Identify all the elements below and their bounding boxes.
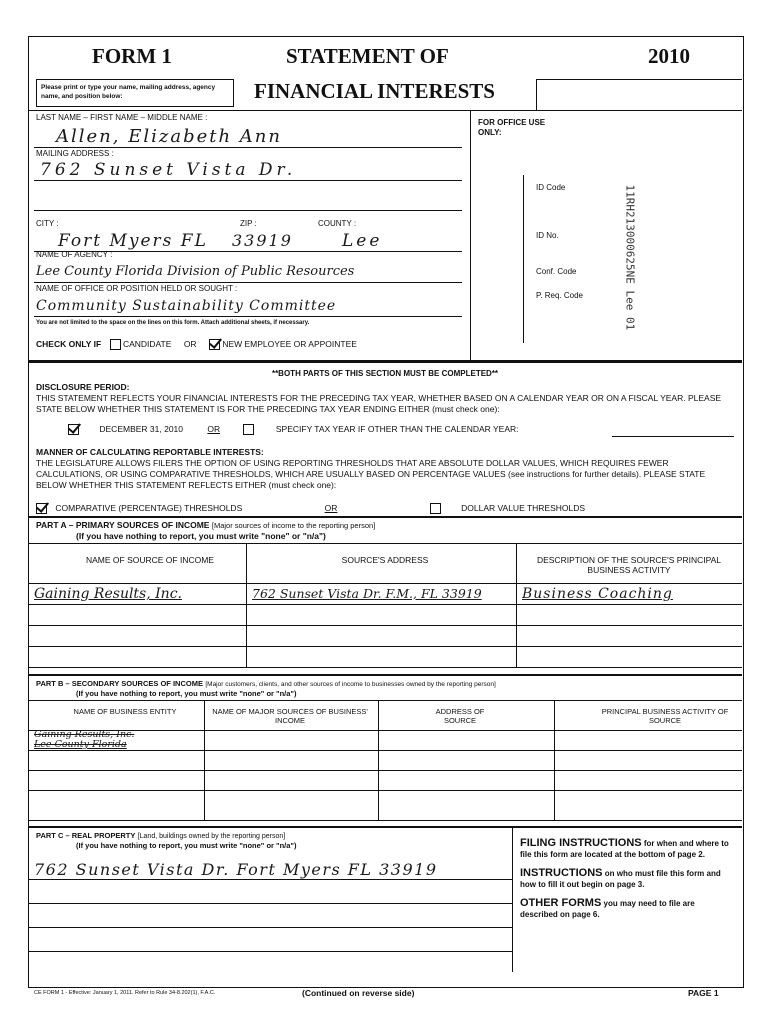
city-value[interactable]: Fort Myers FL <box>58 231 208 251</box>
p-req-code-label: P. Req. Code <box>536 291 583 300</box>
part-c-heading-row <box>36 830 285 840</box>
filing-instructions <box>520 838 734 860</box>
id-code-label: ID Code <box>536 183 566 192</box>
part-b-row-rule-2 <box>28 770 742 771</box>
manner-heading: MANNER OF CALCULATING REPORTABLE INTERESTS: <box>36 447 264 457</box>
part-b-col1 <box>204 700 205 820</box>
part-a-row1-name[interactable]: Gaining Results, Inc. <box>34 586 182 602</box>
address-value[interactable]: 762 Sunset Vista Dr. <box>40 160 297 180</box>
dec31-label: DECEMBER 31, 2010 <box>99 424 183 434</box>
disclosure-top-rule <box>28 360 742 363</box>
part-b-row-rule-3 <box>28 790 742 791</box>
city-label: CITY : <box>36 219 59 228</box>
footer-page: PAGE 1 <box>688 988 719 998</box>
agency-label: NAME OF AGENCY : <box>36 250 113 259</box>
part-a-col-name-header: NAME OF SOURCE OF INCOME <box>86 555 214 565</box>
instructions-title: INSTRUCTIONS <box>520 867 603 879</box>
space-note: You are not limited to the space on the lines on this form. Attach additional sheets, if necessary. <box>36 320 310 326</box>
part-a-row1-description[interactable]: Business Coaching <box>522 586 673 602</box>
part-b-row-rule-1 <box>28 750 742 751</box>
period-options <box>68 424 519 435</box>
period-heading: DISCLOSURE PERIOD: <box>36 382 130 392</box>
county-label: COUNTY : <box>318 219 357 228</box>
part-c-row-rule-4 <box>28 951 512 952</box>
status-checkboxes <box>36 339 357 350</box>
other-forms-text: you may need to file are described on page 6. <box>520 899 695 919</box>
name-label: LAST NAME – FIRST NAME – MIDDLE NAME : <box>36 113 208 122</box>
part-b-struck-entry-2: Lee County Florida <box>34 739 127 750</box>
part-a-row-rule-3 <box>28 646 742 647</box>
footer-center: (Continued on reverse side) <box>302 988 415 998</box>
part-c-subnote: (If you have nothing to report, you must write "none" or "n/a") <box>76 841 297 850</box>
new-employee-checkbox[interactable] <box>209 339 220 350</box>
period-or-label: OR <box>207 424 221 434</box>
filing-title: FILING INSTRUCTIONS <box>520 837 642 849</box>
part-b-heading-row <box>36 678 496 688</box>
part-b-heading: PART B – SECONDARY SOURCES OF INCOME <box>36 679 203 688</box>
zip-value[interactable]: 33919 <box>232 231 293 250</box>
name-line <box>34 147 462 148</box>
office-stamp: 11RH213000625NE Lee 01 <box>623 184 637 331</box>
part-b-row-rule-4 <box>28 820 742 821</box>
instructions-text: on who must file this form and how to fill it out begin on page 3. <box>520 869 721 889</box>
office-stamp-box-top <box>536 79 742 111</box>
print-note: Please print or type your name, mailing address, agency name, and position below: <box>41 84 216 100</box>
part-a-row-rule-2 <box>28 625 742 626</box>
part-a-heading-note: [Major sources of income to the reporting person] <box>211 521 376 530</box>
agency-value[interactable]: Lee County Florida Division of Public Resources <box>36 264 355 279</box>
new-employee-label: NEW EMPLOYEE OR APPOINTEE <box>222 339 357 349</box>
address-label: MAILING ADDRESS : <box>36 149 114 158</box>
form-year: 2010 <box>648 44 690 68</box>
address-line <box>34 180 462 181</box>
part-c-heading-note: [Land, buildings owned by the reporting person] <box>137 833 286 840</box>
address-line-2 <box>34 210 462 211</box>
identity-divider <box>470 110 471 360</box>
part-b-header-rule <box>28 730 742 731</box>
other-forms-title: OTHER FORMS <box>520 897 602 909</box>
part-b-col-activity-header: PRINCIPAL BUSINESS ACTIVITY OF SOURCE <box>601 707 729 725</box>
period-text: THIS STATEMENT REFLECTS YOUR FINANCIAL INTERESTS FOR THE PRECEDING TAX YEAR, WHETHER BASED ON A CALENDAR YEAR OR ON A FISCAL YEAR. PLEASE STATE BELOW WHETHER THIS STATEMENT IS FOR THE PRECEDING TAX YEAR ENDING EITHER (must check one): <box>36 393 722 414</box>
print-note-box <box>36 79 234 107</box>
part-a-row-rule-1 <box>28 604 742 605</box>
part-b-col3 <box>554 700 555 820</box>
part-c-row-rule-3 <box>28 927 512 928</box>
agency-line <box>34 282 462 283</box>
part-b-rule <box>28 700 742 701</box>
name-value[interactable]: Allen, Elizabeth Ann <box>56 126 282 147</box>
position-label: NAME OF OFFICE OR POSITION HELD OR SOUGHT : <box>36 284 238 293</box>
part-b-subnote: (If you have nothing to report, you must write "none" or "n/a") <box>76 689 297 698</box>
manner-text: THE LEGISLATURE ALLOWS FILERS THE OPTION OF USING REPORTING THRESHOLDS THAT ARE ABSOLUTE DOLLAR VALUES, WHICH REQUIRES FEWER CALCULATIONS, OR USING COMPARATIVE THRESHOLDS, WHICH ARE USUALLY BASED ON PERCENTAGE VALUES (see instructions for further details). PLEASE STATE BELOW WHETHER THIS STATEMENT REFLECTS EITHER (must check one): <box>36 458 706 490</box>
comparative-label: COMPARATIVE (PERCENTAGE) THRESHOLDS <box>55 503 243 513</box>
dec31-checkbox[interactable] <box>68 424 79 435</box>
part-b-col-address-header: ADDRESS OF SOURCE <box>435 707 485 725</box>
part-a-heading: PART A – PRIMARY SOURCES OF INCOME <box>36 520 210 530</box>
dollar-label: DOLLAR VALUE THRESHOLDS <box>461 503 586 513</box>
part-b-struck-entry-1: Gaining Results, Inc. <box>34 729 135 740</box>
position-line <box>34 316 462 317</box>
part-c-row-rule-1 <box>28 879 512 880</box>
part-a-col-address-header: SOURCE'S ADDRESS <box>341 555 429 565</box>
part-a-header-rule <box>28 583 742 584</box>
part-c-row1-property[interactable]: 762 Sunset Vista Dr. Fort Myers FL 33919 <box>34 860 438 879</box>
candidate-label: CANDIDATE <box>122 339 172 349</box>
part-a-subnote: (If you have nothing to report, you must write "none" or "n/a") <box>76 531 326 541</box>
county-value[interactable]: Lee <box>342 231 383 251</box>
part-a-heading-row <box>36 520 375 530</box>
id-no-label: ID No. <box>536 231 559 240</box>
part-b-col-entity-header: NAME OF BUSINESS ENTITY <box>73 707 177 716</box>
title-line1: STATEMENT OF <box>286 44 449 68</box>
threshold-options <box>36 503 585 514</box>
dollar-checkbox[interactable] <box>430 503 441 514</box>
part-a-col2 <box>516 543 517 667</box>
who-must-file <box>520 868 734 890</box>
comparative-checkbox[interactable] <box>36 503 47 514</box>
part-a-col1 <box>246 543 247 667</box>
part-a-col-description-header: DESCRIPTION OF THE SOURCE'S PRINCIPAL BUSINESS ACTIVITY <box>536 555 722 575</box>
part-a-row1-address[interactable]: 762 Sunset Vista Dr. F.M., FL 33919 <box>252 586 482 601</box>
part-b-top-rule <box>28 674 742 676</box>
part-a-top-rule <box>28 516 742 518</box>
part-b-col-sources-header: NAME OF MAJOR SOURCES OF BUSINESS' INCOME <box>212 707 368 725</box>
specify-line <box>612 436 734 437</box>
part-c-top-rule <box>28 826 742 828</box>
part-c-divider <box>512 826 513 972</box>
part-a-rule <box>28 543 742 544</box>
footer-left: CE FORM 1 - Effective: January 1, 2011. Refer to Rule 34-8.202(1), F.A.C. <box>34 990 216 996</box>
specify-label: SPECIFY TAX YEAR IF OTHER THAN THE CALENDAR YEAR: <box>275 424 519 434</box>
instructions-box <box>520 838 734 920</box>
candidate-checkbox[interactable] <box>110 339 121 350</box>
check-only-if-label: CHECK ONLY IF <box>36 339 102 349</box>
part-a-row-rule-4 <box>28 667 742 668</box>
or-label: OR <box>183 339 197 349</box>
other-forms <box>520 898 734 920</box>
office-use-label: FOR OFFICE USE ONLY: <box>478 118 546 137</box>
part-b-heading-note: [Major customers, clients, and other sources of income to businesses owned by the reporting person] <box>205 681 496 688</box>
title-line2: FINANCIAL INTERESTS <box>254 79 495 103</box>
zip-label: ZIP : <box>240 219 257 228</box>
part-b-col2 <box>378 700 379 820</box>
filing-text: for when and where to file this form are located at the bottom of page 2. <box>520 839 729 859</box>
position-value[interactable]: Community Sustainability Committee <box>36 298 337 314</box>
threshold-or-label: OR <box>324 503 338 513</box>
part-c-heading: PART C – REAL PROPERTY <box>36 831 136 840</box>
identity-top-rule <box>28 110 742 111</box>
part-c-row-rule-2 <box>28 903 512 904</box>
conf-code-label: Conf. Code <box>536 267 577 276</box>
specify-year-checkbox[interactable] <box>243 424 254 435</box>
form-label: FORM 1 <box>92 44 172 68</box>
both-parts-note: **BOTH PARTS OF THIS SECTION MUST BE COMPLETED** <box>271 369 499 378</box>
